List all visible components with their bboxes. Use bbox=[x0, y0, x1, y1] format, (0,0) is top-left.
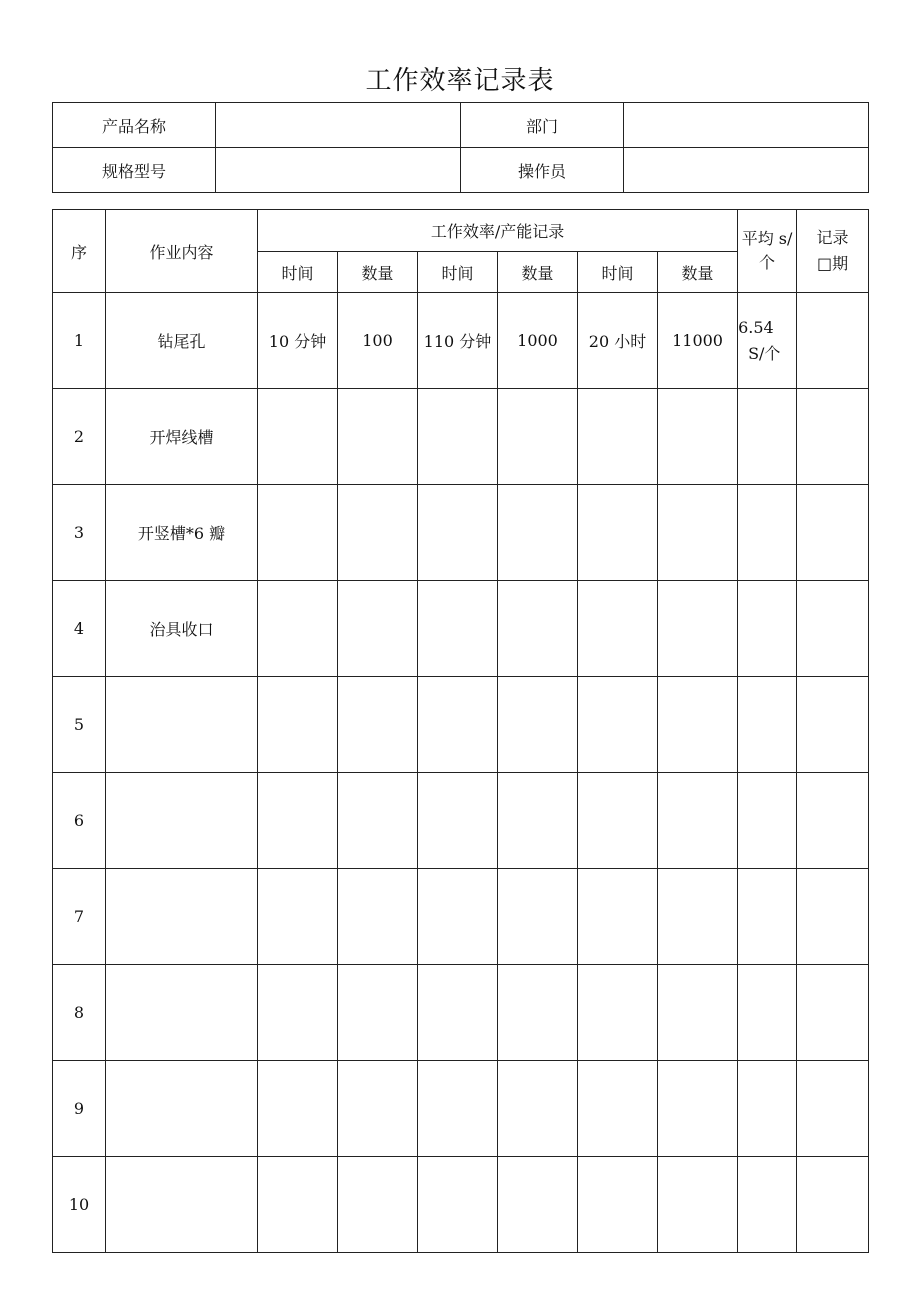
avg-header-line2: 个 bbox=[759, 253, 776, 272]
qty-1-cell[interactable] bbox=[338, 869, 418, 965]
seq-cell: 1 bbox=[53, 293, 106, 389]
operator-label: 操作员 bbox=[461, 148, 624, 193]
qty-2-cell[interactable] bbox=[498, 389, 578, 485]
time-2-cell[interactable] bbox=[418, 1061, 498, 1157]
table-row bbox=[53, 965, 869, 1061]
time-2-cell[interactable] bbox=[418, 773, 498, 869]
time-header: 时间 bbox=[418, 252, 498, 293]
seq-header: 序 bbox=[53, 210, 106, 293]
date-header-line2: □期 bbox=[817, 254, 849, 273]
task-cell[interactable]: 开焊线槽 bbox=[106, 389, 258, 485]
department-field[interactable] bbox=[624, 103, 869, 148]
avg-cell[interactable] bbox=[738, 869, 797, 965]
efficiency-header: 工作效率/产能记录 bbox=[258, 210, 738, 252]
qty-3-cell[interactable] bbox=[658, 581, 738, 677]
qty-2-cell[interactable] bbox=[498, 1157, 578, 1253]
qty-3-cell[interactable] bbox=[658, 965, 738, 1061]
qty-3-cell[interactable] bbox=[658, 1061, 738, 1157]
time-2-cell[interactable] bbox=[418, 677, 498, 773]
table-row bbox=[53, 293, 869, 389]
avg-cell[interactable] bbox=[738, 485, 797, 581]
table-row bbox=[53, 485, 869, 581]
date-cell[interactable] bbox=[797, 677, 869, 773]
time-2-cell[interactable] bbox=[418, 485, 498, 581]
time-3-cell[interactable] bbox=[578, 773, 658, 869]
time-2-cell[interactable] bbox=[418, 389, 498, 485]
spec-label: 规格型号 bbox=[53, 148, 216, 193]
qty-2-cell[interactable] bbox=[498, 677, 578, 773]
qty-3-cell[interactable] bbox=[658, 869, 738, 965]
time-1-cell[interactable] bbox=[258, 389, 338, 485]
avg-cell[interactable] bbox=[738, 389, 797, 485]
task-cell[interactable] bbox=[106, 773, 258, 869]
time-3-cell[interactable] bbox=[578, 677, 658, 773]
seq-cell: 9 bbox=[53, 1061, 106, 1157]
task-cell[interactable] bbox=[106, 869, 258, 965]
product-name-field[interactable] bbox=[216, 103, 461, 148]
qty-2-cell[interactable] bbox=[498, 1061, 578, 1157]
qty-1-cell[interactable]: 100 bbox=[338, 293, 418, 389]
time-header: 时间 bbox=[578, 252, 658, 293]
date-cell[interactable] bbox=[797, 485, 869, 581]
avg-cell[interactable] bbox=[738, 293, 797, 389]
date-cell[interactable] bbox=[797, 581, 869, 677]
qty-1-cell[interactable] bbox=[338, 581, 418, 677]
qty-header: 数量 bbox=[498, 252, 578, 293]
qty-1-cell[interactable] bbox=[338, 1157, 418, 1253]
qty-1-cell[interactable] bbox=[338, 485, 418, 581]
table-row bbox=[53, 773, 869, 869]
efficiency-table bbox=[52, 209, 869, 1253]
time-3-cell[interactable] bbox=[578, 965, 658, 1061]
qty-header: 数量 bbox=[338, 252, 418, 293]
seq-cell: 10 bbox=[53, 1157, 106, 1253]
seq-cell: 2 bbox=[53, 389, 106, 485]
qty-2-cell[interactable] bbox=[498, 581, 578, 677]
time-3-cell[interactable] bbox=[578, 1061, 658, 1157]
seq-cell: 8 bbox=[53, 965, 106, 1061]
rows-body bbox=[53, 293, 869, 1253]
time-1-cell[interactable] bbox=[258, 773, 338, 869]
table-row bbox=[53, 1061, 869, 1157]
seq-cell: 4 bbox=[53, 581, 106, 677]
seq-cell: 5 bbox=[53, 677, 106, 773]
date-cell[interactable] bbox=[797, 869, 869, 965]
seq-cell: 3 bbox=[53, 485, 106, 581]
time-1-cell[interactable] bbox=[258, 485, 338, 581]
date-cell[interactable] bbox=[797, 965, 869, 1061]
avg-cell[interactable] bbox=[738, 1157, 797, 1253]
qty-2-cell[interactable] bbox=[498, 965, 578, 1061]
table-row bbox=[53, 389, 869, 485]
info-row bbox=[53, 148, 869, 193]
table-row bbox=[53, 1157, 869, 1253]
task-cell[interactable] bbox=[106, 965, 258, 1061]
date-cell[interactable] bbox=[797, 1061, 869, 1157]
avg-value-line2: S/个 bbox=[748, 343, 781, 363]
table-row bbox=[53, 581, 869, 677]
time-3-cell[interactable] bbox=[578, 581, 658, 677]
qty-1-cell[interactable] bbox=[338, 773, 418, 869]
time-1-cell[interactable] bbox=[258, 869, 338, 965]
time-2-cell[interactable] bbox=[418, 965, 498, 1061]
qty-3-cell[interactable]: 11000 bbox=[658, 293, 738, 389]
page-title: 工作效率记录表 bbox=[365, 66, 555, 96]
date-header bbox=[797, 210, 869, 293]
avg-header bbox=[738, 210, 797, 293]
qty-2-cell[interactable] bbox=[498, 773, 578, 869]
time-2-cell[interactable] bbox=[418, 581, 498, 677]
qty-3-cell[interactable] bbox=[658, 1157, 738, 1253]
task-header: 作业内容 bbox=[106, 210, 258, 293]
time-3-cell[interactable] bbox=[578, 1157, 658, 1253]
seq-cell: 6 bbox=[53, 773, 106, 869]
task-cell[interactable]: 开竖槽*6 瓣 bbox=[106, 485, 258, 581]
avg-cell[interactable] bbox=[738, 773, 797, 869]
task-cell[interactable]: 治具收口 bbox=[106, 581, 258, 677]
qty-3-cell[interactable] bbox=[658, 389, 738, 485]
time-1-cell[interactable] bbox=[258, 965, 338, 1061]
date-cell[interactable] bbox=[797, 773, 869, 869]
time-1-cell[interactable] bbox=[258, 581, 338, 677]
time-1-cell[interactable] bbox=[258, 677, 338, 773]
qty-3-cell[interactable] bbox=[658, 773, 738, 869]
department-label: 部门 bbox=[461, 103, 624, 148]
date-cell[interactable] bbox=[797, 293, 869, 389]
product-name-label: 产品名称 bbox=[53, 103, 216, 148]
avg-cell[interactable] bbox=[738, 965, 797, 1061]
date-cell[interactable] bbox=[797, 1157, 869, 1253]
avg-cell[interactable] bbox=[738, 677, 797, 773]
qty-1-cell[interactable] bbox=[338, 1061, 418, 1157]
time-3-cell[interactable] bbox=[578, 869, 658, 965]
operator-field[interactable] bbox=[624, 148, 869, 193]
task-cell[interactable] bbox=[106, 1157, 258, 1253]
time-2-cell[interactable] bbox=[418, 1157, 498, 1253]
time-3-cell[interactable] bbox=[578, 389, 658, 485]
info-row bbox=[53, 103, 869, 148]
header-row bbox=[53, 210, 869, 252]
qty-3-cell[interactable] bbox=[658, 677, 738, 773]
qty-3-cell[interactable] bbox=[658, 485, 738, 581]
date-header-line1: 记录 bbox=[816, 228, 849, 247]
task-cell[interactable] bbox=[106, 677, 258, 773]
seq-cell: 7 bbox=[53, 869, 106, 965]
info-table bbox=[52, 102, 869, 193]
qty-1-cell[interactable] bbox=[338, 389, 418, 485]
avg-cell[interactable] bbox=[738, 1061, 797, 1157]
task-cell[interactable] bbox=[106, 1061, 258, 1157]
time-1-cell[interactable] bbox=[258, 1157, 338, 1253]
avg-header-line1: 平均 s/ bbox=[741, 229, 793, 248]
spec-field[interactable] bbox=[216, 148, 461, 193]
time-3-cell[interactable] bbox=[578, 485, 658, 581]
avg-value-line1: 6.54 bbox=[738, 317, 774, 337]
time-2-cell[interactable] bbox=[418, 869, 498, 965]
time-1-cell[interactable]: 10 分钟 bbox=[258, 293, 338, 389]
date-cell[interactable] bbox=[797, 389, 869, 485]
time-1-cell[interactable] bbox=[258, 1061, 338, 1157]
table-row bbox=[53, 677, 869, 773]
avg-cell[interactable] bbox=[738, 581, 797, 677]
qty-header: 数量 bbox=[658, 252, 738, 293]
qty-1-cell[interactable] bbox=[338, 677, 418, 773]
time-header: 时间 bbox=[258, 252, 338, 293]
time-3-cell[interactable]: 20 小时 bbox=[578, 293, 658, 389]
qty-2-cell[interactable] bbox=[498, 485, 578, 581]
time-2-cell[interactable]: 110 分钟 bbox=[418, 293, 498, 389]
qty-2-cell[interactable] bbox=[498, 869, 578, 965]
task-cell[interactable]: 钻尾孔 bbox=[106, 293, 258, 389]
qty-2-cell[interactable]: 1000 bbox=[498, 293, 578, 389]
table-row bbox=[53, 869, 869, 965]
qty-1-cell[interactable] bbox=[338, 965, 418, 1061]
